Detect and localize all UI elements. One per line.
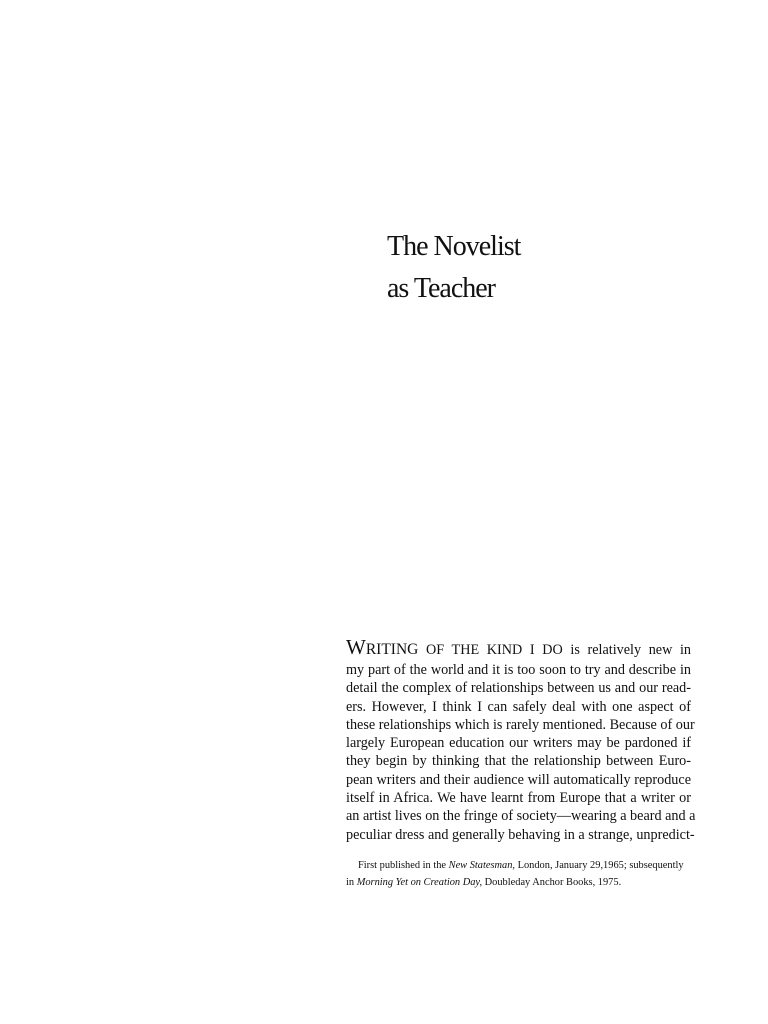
body-line: itself in Africa. We have learnt from Europe that a writer or	[346, 790, 691, 807]
footnote	[346, 857, 696, 891]
footnote-text: London, January 29,1965; subsequently	[515, 860, 684, 871]
footnote-book-title: Morning Yet on Creation Day,	[356, 877, 483, 888]
body-first-line	[346, 636, 691, 661]
body-line: peculiar dress and generally behaving in a strange, unpredict-	[346, 826, 695, 843]
lead-caps: RITING	[365, 641, 419, 658]
chapter-title-line-1: The Novelist	[387, 231, 521, 262]
body-line: these relationships which is rarely mentioned. Because of our	[346, 716, 695, 733]
lead-initial: W	[346, 635, 366, 659]
footnote-text: in	[346, 877, 357, 888]
body-line: largely European education our writers may be pardoned if	[346, 735, 691, 752]
chapter-title	[387, 226, 520, 310]
lead-smallcaps: OF THE KIND I DO	[426, 642, 563, 658]
lead-word	[346, 635, 418, 659]
footnote-text: Doubleday Anchor Books, 1975.	[482, 877, 622, 888]
body-line: they begin by thinking that the relationship between Euro-	[346, 753, 691, 770]
body-line: ers. However, I think I can safely deal with one aspect of	[346, 698, 691, 715]
footnote-publication-title: New Statesman,	[448, 860, 516, 871]
body-line: detail the complex of relationships between us and our read-	[346, 680, 691, 697]
footnote-text: First published in the	[358, 860, 449, 871]
body-line: an artist lives on the fringe of society—wearing a beard and a	[346, 808, 696, 825]
body-line: pean writers and their audience will automatically reproduce	[346, 771, 691, 788]
footnote-line-2	[346, 874, 696, 891]
chapter-title-line-2: as Teacher	[387, 273, 496, 304]
body-line: my part of the world and it is too soon to try and describe in	[346, 662, 691, 678]
footnote-line-1	[346, 857, 696, 874]
first-line-rest: is relatively new in	[570, 642, 692, 658]
body-text	[346, 635, 696, 844]
